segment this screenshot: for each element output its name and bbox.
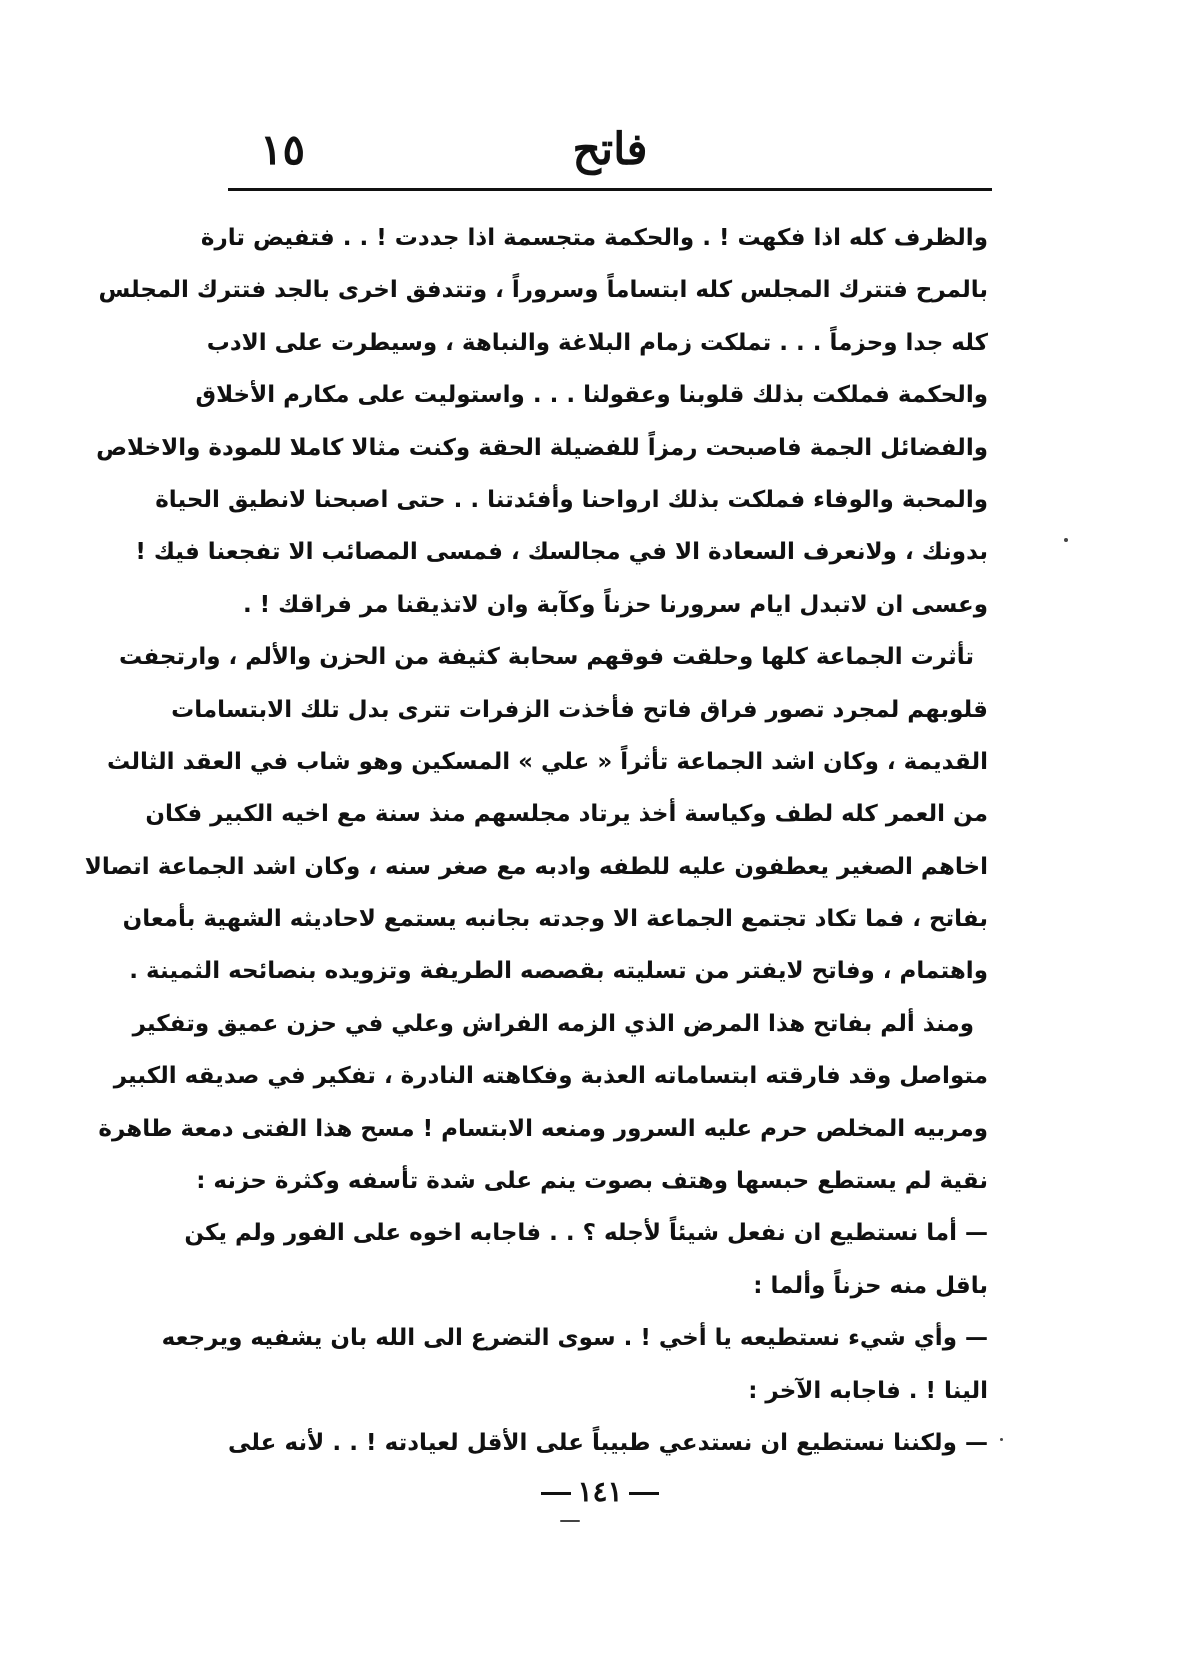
text-line: بالمرح فتترك المجلس كله ابتساماً وسروراً ، وتتدفق اخرى بالجد فتترك المجلس (98, 277, 988, 304)
scan-speck (560, 1520, 580, 1522)
running-title: فاتح (572, 124, 648, 175)
body-text (84, 212, 988, 1469)
text-line: وعسى ان لاتبدل ايام سرورنا حزناً وكآبة وان لاتذيقنا مر فراقك ! . (242, 591, 988, 618)
scan-speck (1000, 1438, 1003, 1441)
running-header (230, 120, 990, 190)
text-line: نقية لم يستطع حبسها وهتف بصوت ينم على شدة تأسفه وكثرة حزنه : (196, 1168, 988, 1195)
header-divider (228, 188, 992, 191)
text-line: قلوبهم لمجرد تصور فراق فاتح فأخذت الزفرات تترى بدل تلك الابتسامات (171, 696, 988, 723)
scan-speck (1064, 538, 1068, 542)
text-line: بدونك ، ولانعرف السعادة الا في مجالسك ، فمسى المصائب الا تفجعنا فيك ! (135, 539, 988, 566)
text-line: اخاهم الصغير يعطفون عليه للطفه وادبه مع صغر سنه ، وكان اشد الجماعة اتصالا (84, 853, 988, 880)
text-line: بفاتح ، فما تكاد تجتمع الجماعة الا وجدته بجانبه يستمع لاحاديثه الشهية بأمعان (122, 906, 988, 933)
page-number: ١٤١ (577, 1475, 623, 1508)
text-line: والمحبة والوفاء فملكت بذلك ارواحنا وأفئدتنا . . حتى اصبحنا لانطيق الحياة (155, 486, 988, 513)
chapter-marker: ١٥ (260, 125, 306, 174)
text-line: من العمر كله لطف وكياسة أخذ يرتاد مجلسهم منذ سنة مع اخيه الكبير فكان (145, 801, 988, 828)
dialogue-line: — ولكننا نستطيع ان نستدعي طبيباً على الأقل لعيادته ! . . لأنه على (228, 1429, 988, 1456)
dialogue-line: — أما نستطيع ان نفعل شيئاً لأجله ؟ . . فاجابه اخوه على الفور ولم يكن (184, 1220, 988, 1247)
text-line: باقل منه حزناً وألما : (753, 1272, 988, 1299)
text-line: القديمة ، وكان اشد الجماعة تأثراً « علي » المسكين وهو شاب في العقد الثالث (107, 748, 988, 775)
text-line: تأثرت الجماعة كلها وحلقت فوقهم سحابة كثيفة من الحزن والألم ، وارتجفت (118, 644, 974, 671)
footer-dash-right (629, 1492, 659, 1495)
text-line: ومنذ ألم بفاتح هذا المرض الذي الزمه الفراش وعلي في حزن عميق وتفكير (132, 1010, 974, 1037)
text-line: كله جدا وحزماً . . . تملكت زمام البلاغة والنباهة ، وسيطرت على الادب (206, 329, 988, 356)
text-line: الينا ! . فاجابه الآخر : (748, 1377, 988, 1404)
text-line: ومربيه المخلص حرم عليه السرور ومنعه الابتسام ! مسح هذا الفتى دمعة طاهرة (98, 1115, 988, 1142)
dialogue-line: — وأي شيء نستطيعه يا أخي ! . سوى التضرع الى الله بان يشفيه ويرجعه (161, 1325, 988, 1352)
footer-dash-left (541, 1492, 571, 1495)
page-footer (0, 1472, 1200, 1512)
text-line: واهتمام ، وفاتح لايفتر من تسليته بقصصه الطريفة وتزويده بنصائحه الثمينة . (129, 958, 988, 985)
text-line: والفضائل الجمة فاصبحت رمزاً للفضيلة الحقة وكنت مثالا كاملا للمودة والاخلاص (96, 434, 988, 461)
text-line: والحكمة فملكت بذلك قلوبنا وعقولنا . . . واستوليت على مكارم الأخلاق (195, 382, 988, 409)
text-line: متواصل وقد فارقته ابتساماته العذبة وفكاهته النادرة ، تفكير في صديقه الكبير (113, 1063, 988, 1090)
text-line: والظرف كله اذا فكهت ! . والحكمة متجسمة اذا جددت ! . . فتفيض تارة (200, 225, 988, 251)
